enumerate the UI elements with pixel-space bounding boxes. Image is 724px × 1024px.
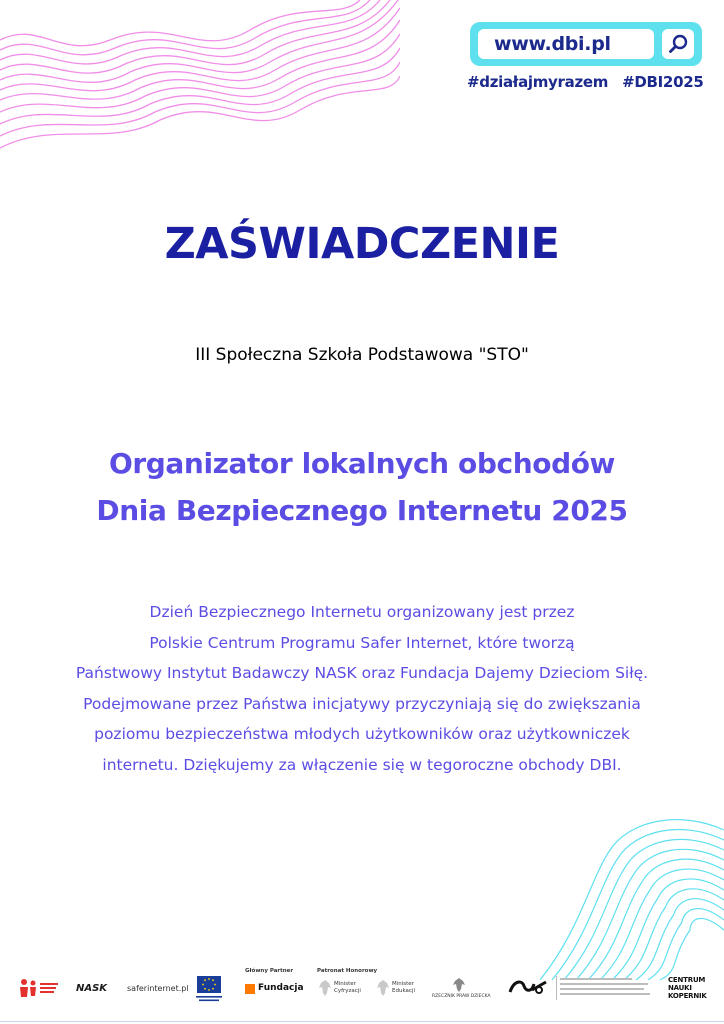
body-line: Dzień Bezpiecznego Internetu organizowany jest przez xyxy=(149,603,575,621)
main-partner-caption: Główny Partner xyxy=(245,968,294,974)
eu-caption-lines xyxy=(195,995,223,1003)
school-name: III Społeczna Szkoła Podstawowa "STO" xyxy=(195,345,529,365)
bottom-border xyxy=(0,1021,724,1022)
search-icon xyxy=(662,29,694,59)
url-bar xyxy=(470,22,702,66)
partner-logos xyxy=(0,962,724,1024)
fdds-logo-icon xyxy=(18,978,60,1000)
hashtag-dbi2025: #DBI2025 xyxy=(622,73,704,91)
pink-wave-decoration xyxy=(0,0,400,150)
eagle-emblem-icon xyxy=(452,977,466,993)
pl-presidency-text-lines xyxy=(556,976,652,1000)
rpd-logo: RZECZNIK PRAW DZIECKA xyxy=(432,994,491,999)
cyan-wave-decoration xyxy=(540,810,724,980)
pl-presidency-logo-icon xyxy=(508,978,548,996)
saferinternet-logo: saferinternet.pl xyxy=(127,984,189,993)
role-title xyxy=(0,440,724,534)
url-text: www.dbi.pl xyxy=(494,33,611,55)
role-line-1: Organizator lokalnych obchodów xyxy=(108,447,616,480)
orange-square-icon xyxy=(245,984,255,994)
minister-cyfryzacji-logo: Minister Cyfryzacji xyxy=(334,981,361,994)
body-line: internetu. Dziękujemy za włączenie się w tegoroczne obchody DBI. xyxy=(102,755,622,774)
hashtag-dzialajmy: #działajmyrazem xyxy=(467,73,609,91)
body-paragraph xyxy=(0,597,724,780)
honorary-patronage-caption: Patronat Honorowy xyxy=(317,968,378,974)
eagle-emblem-icon xyxy=(318,979,332,997)
body-line: Państwowy Instytut Badawczy NASK oraz Fundacja Dajemy Dzieciom Siłę. xyxy=(75,664,649,682)
url-field[interactable] xyxy=(478,29,654,59)
body-line: poziomu bezpieczeństwa młodych użytkowników oraz użytkowniczek xyxy=(94,725,630,743)
body-line: Podejmowane przez Państwa inicjatywy przyczyniają się do zwiększania xyxy=(83,694,641,713)
hashtags xyxy=(467,73,704,91)
search-button[interactable] xyxy=(662,29,694,59)
minister-edukacji-logo: Minister Edukacji xyxy=(392,981,415,994)
body-line: Polskie Centrum Programu Safer Internet, które tworzą xyxy=(149,633,575,652)
eu-flag-icon xyxy=(197,976,221,993)
orange-fundacja-logo: Fundacja xyxy=(258,983,304,993)
eagle-emblem-icon xyxy=(376,979,390,997)
certificate-title: ZAŚWIADCZENIE xyxy=(164,219,560,269)
role-line-2: Dnia Bezpiecznego Internetu 2025 xyxy=(96,494,628,527)
centrum-nauki-kopernik-logo: CENTRUM NAUKI KOPERNIK xyxy=(668,976,707,1000)
nask-logo: NASK xyxy=(76,983,108,994)
